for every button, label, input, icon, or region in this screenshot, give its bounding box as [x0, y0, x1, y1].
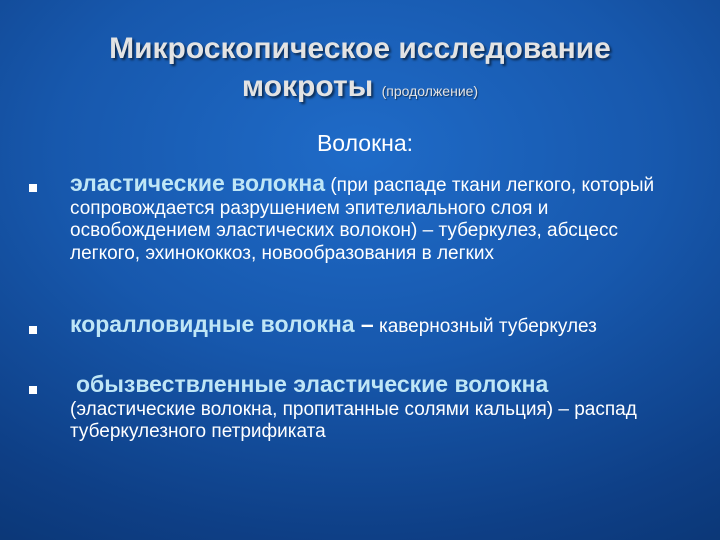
bullet-text: кавернозный туберкулез: [373, 316, 597, 337]
bullet-term: эластические волокна: [70, 170, 326, 196]
bullet-item-elastic-fibers: [70, 172, 690, 265]
square-bullet-icon: [29, 184, 37, 192]
title-note: (продолжение): [381, 83, 479, 99]
square-bullet-icon: [29, 386, 37, 394]
square-bullet-icon: [29, 326, 37, 334]
subheading: Волокна:: [316, 130, 414, 156]
bullet-term: коралловидные волокна: [70, 311, 355, 337]
bullet-term: обызвествленные эластические волокна: [76, 371, 549, 397]
title-line-1: Микроскопическое исследование: [109, 32, 611, 65]
bullet-item-coral-fibers: [70, 313, 690, 339]
bullet-item-calcified-fibers: [70, 373, 690, 444]
bullet-text: (при распаде ткани легкого, который сопровождается разрушением эпителиального слоя и освобождением эластических волокон) – туберкулез, абсцесс легкого, эхинококкоз, новообразования в легких: [70, 175, 655, 264]
title-line-2-text: мокроты: [241, 70, 374, 103]
bullet-separator: –: [354, 311, 374, 337]
bullet-text: (эластические волокна, пропитанные солями кальция) – распад туберкулезного петрификата: [70, 398, 637, 442]
